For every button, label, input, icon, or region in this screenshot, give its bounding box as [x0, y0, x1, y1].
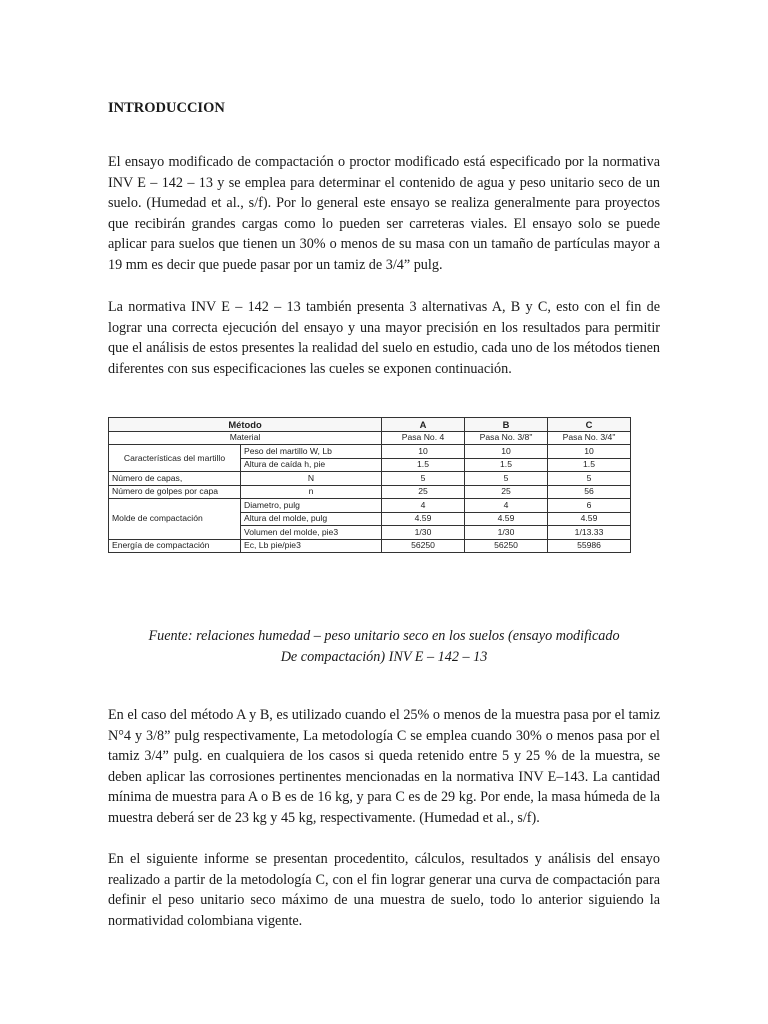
material-b: Pasa No. 3/8" [465, 431, 548, 445]
energia-symbol: Ec, Lb pie/pie3 [241, 539, 382, 553]
table-caption [108, 626, 660, 667]
material-c: Pasa No. 3/4" [548, 431, 631, 445]
paragraph-intro: El ensayo modificado de compactación o proctor modificado está especificado por la normativa INV E – 142 – 13 y se emplea para determinar el contenido de agua y peso unitario seco de un suelo. (Humedad et al., s/f). Por lo general este ensayo se realiza generalmente para proyectos que recibirán grandes cargas como lo pueden ser carreteras viales. El ensayo solo se puede aplicar para suelos que tienen un 30% o menos de su masa con un tamaño de partículas mayor a 19 mm es decir que puede pasar por un tamiz de 3/4” pulg. [108, 154, 660, 273]
header-b: B [465, 418, 548, 432]
peso-label: Peso del martillo W, Lb [241, 445, 382, 459]
capas-symbol: N [241, 472, 382, 486]
golpes-c: 56 [548, 485, 631, 499]
peso-b: 10 [465, 445, 548, 459]
table-row [109, 472, 631, 486]
altura-caida-b: 1.5 [465, 458, 548, 472]
peso-a: 10 [382, 445, 465, 459]
energia-a: 56250 [382, 539, 465, 553]
altura-caida-c: 1.5 [548, 458, 631, 472]
altura-caida-a: 1.5 [382, 458, 465, 472]
capas-label: Número de capas, [109, 472, 241, 486]
diametro-label: Diametro, pulg [241, 499, 382, 513]
energia-c: 55986 [548, 539, 631, 553]
table-row [109, 431, 631, 445]
caption-line-2: De compactación) INV E – 142 – 13 [280, 648, 488, 665]
header-metodo: Método [109, 418, 382, 432]
diametro-b: 4 [465, 499, 548, 513]
golpes-symbol: n [241, 485, 382, 499]
paragraph-methods: En el caso del método A y B, es utilizado cuando el 25% o menos de la muestra pasa por el tamiz N°4 y 3/8” pulg respectivamente, La metodología C se emplea cuando 30% o menos pasa por el tamiz 3/4” pulg. en cualquiera de los casos si queda retenido entre 5 y 25 % de la muestra, se deben aplicar las corrosiones pertinentes mencionadas en la normativa INV E–143. La cantidad mínima de muestra para A o B es de 16 kg, y para C es de 29 kg. Por ende, la masa húmeda de la muestra deberá ser de 23 kg y 45 kg, respectivamente. (Humedad et al., s/f). [108, 707, 660, 826]
altura-molde-a: 4.59 [382, 512, 465, 526]
table-row [109, 499, 631, 513]
diametro-a: 4 [382, 499, 465, 513]
paragraph-report: En el siguiente informe se presentan procedentito, cálculos, resultados y análisis del ensayo realizado a partir de la metodología C, con el fin lograr generar una curva de compactación para definir el peso unitario seco máximo de una muestra de suelo, todo lo anterior siguiendo la normatividad colombiana vigente. [108, 851, 660, 929]
altura-molde-b: 4.59 [465, 512, 548, 526]
material-label: Material [109, 431, 382, 445]
material-a: Pasa No. 4 [382, 431, 465, 445]
table-row [109, 485, 631, 499]
molde-group: Molde de compactación [109, 499, 241, 540]
table-row [109, 539, 631, 553]
altura-molde-c: 4.59 [548, 512, 631, 526]
altura-caida-label: Altura de caída h, pie [241, 458, 382, 472]
table-header-row [109, 418, 631, 432]
capas-c: 5 [548, 472, 631, 486]
methods-table [108, 417, 630, 553]
volumen-b: 1/30 [465, 526, 548, 540]
golpes-a: 25 [382, 485, 465, 499]
energia-b: 56250 [465, 539, 548, 553]
peso-c: 10 [548, 445, 631, 459]
diametro-c: 6 [548, 499, 631, 513]
energia-label: Energía de compactación [109, 539, 241, 553]
paragraph-alternatives: La normativa INV E – 142 – 13 también presenta 3 alternativas A, B y C, esto con el fin de lograr una correcta ejecución del ensayo y una mayor precisión en los resultados para permitir que el análisis de estos presentes la realidad del suelo en estudio, cada uno de los métodos tienen diferentes con sus especificaciones las cueles se exponen continuación. [108, 299, 660, 377]
volumen-c: 1/13.33 [548, 526, 631, 540]
caption-line-1: Fuente: relaciones humedad – peso unitario seco en los suelos (ensayo modificado [148, 628, 620, 644]
martillo-group: Características del martillo [109, 445, 241, 472]
altura-molde-label: Altura del molde, pulg [241, 512, 382, 526]
table-row [109, 445, 631, 459]
capas-b: 5 [465, 472, 548, 486]
header-c: C [548, 418, 631, 432]
volumen-a: 1/30 [382, 526, 465, 540]
golpes-label: Número de golpes por capa [109, 485, 241, 499]
header-a: A [382, 418, 465, 432]
golpes-b: 25 [465, 485, 548, 499]
capas-a: 5 [382, 472, 465, 486]
volumen-label: Volumen del molde, pie3 [241, 526, 382, 540]
section-heading: INTRODUCCION [108, 100, 225, 116]
